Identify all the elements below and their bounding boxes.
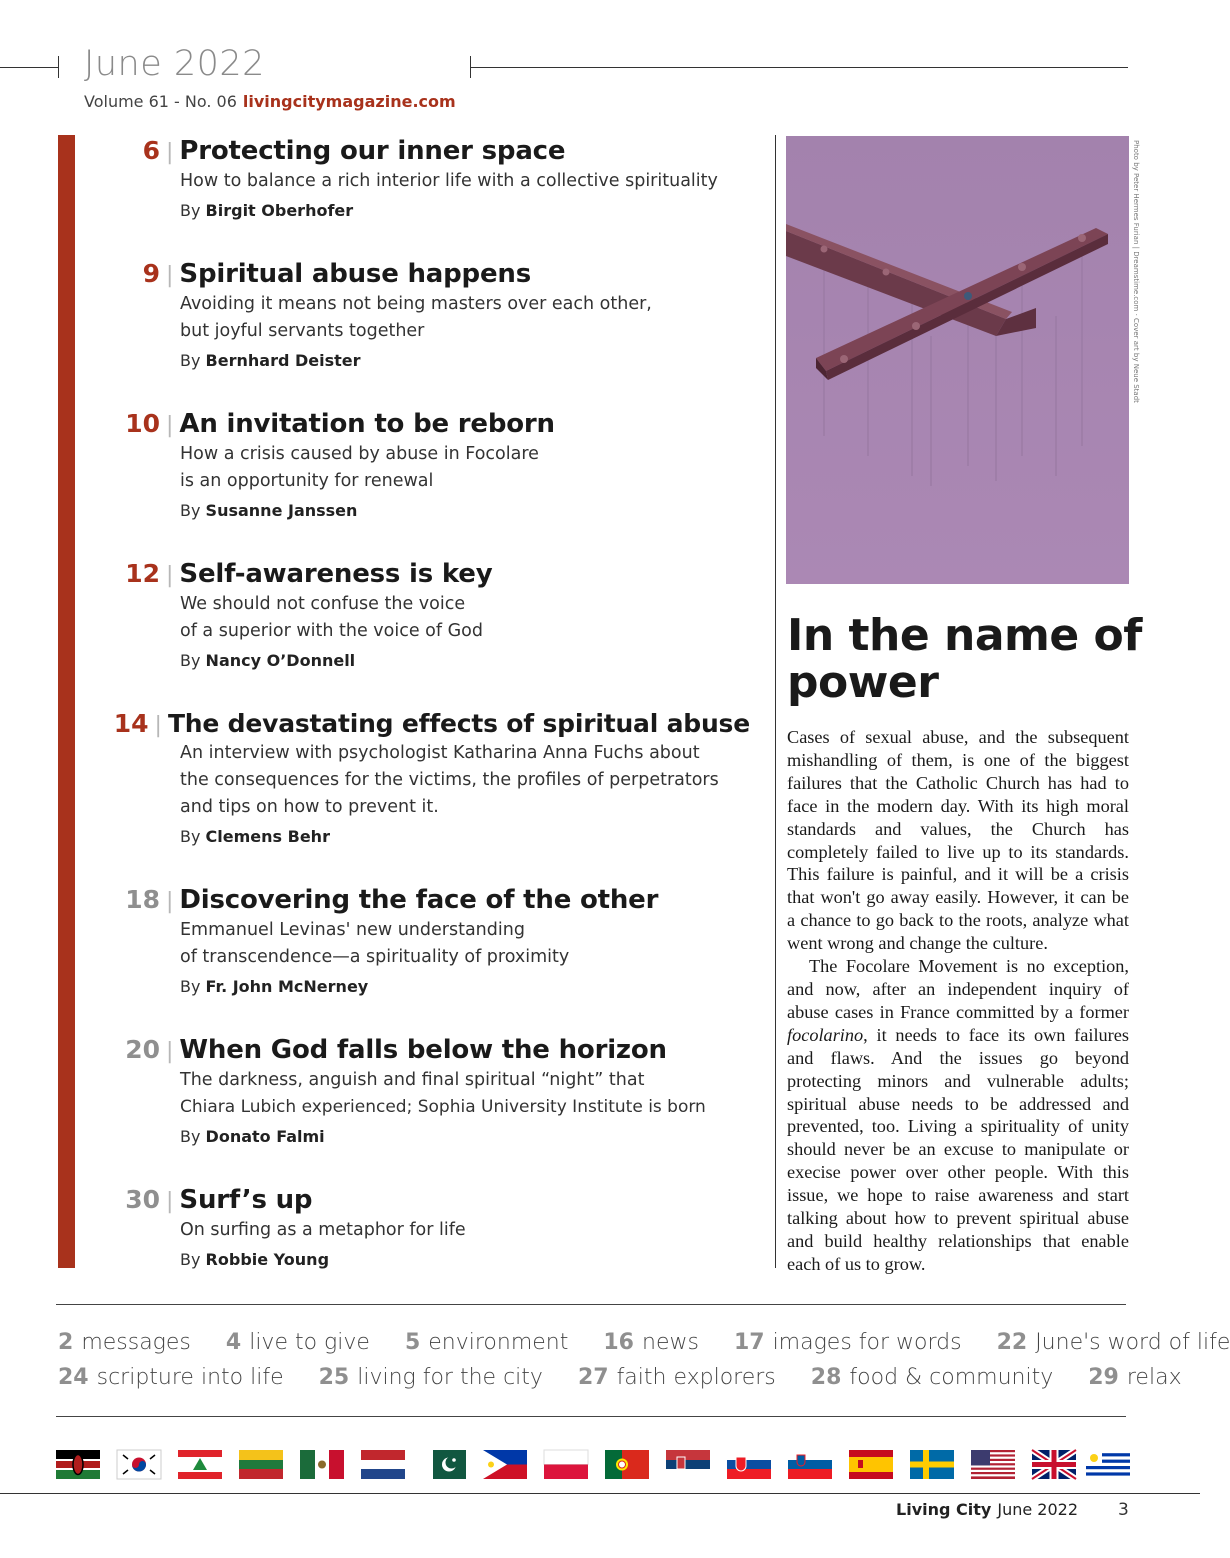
department-link[interactable] — [319, 1365, 543, 1390]
toc-byline — [180, 827, 750, 846]
page-number: 3 — [1118, 1500, 1129, 1520]
department-label: messages — [81, 1330, 191, 1355]
toc-separator: | — [166, 563, 174, 588]
toc-separator: | — [166, 263, 174, 288]
departments-row — [58, 1330, 1230, 1355]
toc-subtitle-line: the consequences for the victims, the profiles of perpetrators — [180, 770, 719, 790]
netherlands-flag — [361, 1450, 405, 1479]
departments-row — [58, 1365, 1210, 1390]
department-page: 29 — [1088, 1365, 1119, 1390]
lithuania-flag — [239, 1450, 283, 1479]
toc-subtitle-line: The darkness, anguish and final spiritual “night” that — [180, 1070, 645, 1090]
toc-subtitle-line: but joyful servants together — [180, 321, 425, 341]
department-link[interactable] — [58, 1330, 191, 1355]
toc-title: Spiritual abuse happens — [179, 259, 531, 289]
by-label: By — [180, 827, 201, 846]
editorial-text: The Focolare Movement is no exception, and now, after an independent inquiry of abuse cases in France committed by a former — [787, 956, 1129, 1022]
lebanon-flag — [178, 1450, 222, 1479]
toc-byline — [180, 651, 750, 670]
toc-entry[interactable] — [110, 559, 750, 670]
department-label: relax — [1126, 1365, 1182, 1390]
toc-subtitle-line: Avoiding it means not being masters over each other, — [180, 294, 652, 314]
by-label: By — [180, 977, 201, 996]
volume-number: Volume 61 - No. 06 — [84, 92, 237, 111]
toc-separator: | — [166, 1039, 174, 1064]
toc-subtitle-line: of a superior with the voice of God — [180, 621, 483, 641]
footer — [896, 1500, 1078, 1519]
department-link[interactable] — [578, 1365, 776, 1390]
toc-separator: | — [154, 713, 162, 738]
toc-page-number: 10 — [125, 409, 160, 438]
by-label: By — [180, 1127, 201, 1146]
department-page: 2 — [58, 1330, 74, 1355]
toc-entry[interactable] — [110, 885, 750, 996]
toc-subtitle — [180, 168, 750, 195]
editorial-text: , it needs to face its own failures and flaws. And the issues go beyond protecting minors and vulnerable adults; spiritual abuse needs to be addressed and prevented, too. Living a spirituality of unity should never be an excuse to manipulate or execise power over other people. With this issue, we hope to raise awareness and start talking about how to prevent spiritual abuse and build healthy relationships that enable each of us to grow. — [787, 1024, 1129, 1274]
toc-title: An invitation to be reborn — [179, 409, 555, 439]
toc-byline — [180, 351, 750, 370]
toc-subtitle-line: On surfing as a metaphor for life — [180, 1220, 466, 1240]
toc-page-number: 9 — [142, 259, 160, 288]
department-page: 4 — [225, 1330, 242, 1355]
department-page: 5 — [404, 1330, 421, 1355]
toc-byline — [180, 501, 750, 520]
by-label: By — [180, 1250, 201, 1269]
philippines-flag — [483, 1450, 527, 1479]
header-rule-left — [0, 67, 58, 68]
footer-rule — [0, 1493, 1200, 1494]
department-label: faith explorers — [616, 1365, 776, 1390]
toc-byline — [180, 1250, 750, 1269]
toc-separator: | — [166, 413, 174, 438]
department-label: June's word of life — [1035, 1330, 1230, 1355]
toc-byline — [180, 201, 750, 220]
uk-flag — [1032, 1450, 1076, 1479]
department-link[interactable] — [734, 1330, 962, 1355]
department-page: 28 — [810, 1365, 842, 1390]
toc-subtitle-line: We should not confuse the voice — [180, 594, 466, 614]
toc-author: Fr. John McNerney — [205, 977, 369, 996]
toc-page-number: 14 — [113, 709, 149, 738]
toc-subtitle-line: is an opportunity for renewal — [180, 471, 434, 491]
toc-title: Surf’s up — [179, 1185, 313, 1215]
toc-subtitle — [180, 1217, 750, 1244]
header-rule-right — [470, 67, 1128, 68]
footer-date: June 2022 — [997, 1500, 1078, 1519]
toc-title: The devastating effects of spiritual abuse — [167, 709, 750, 738]
toc-title: Self-awareness is key — [179, 559, 493, 589]
department-link[interactable] — [603, 1330, 699, 1355]
poland-flag — [544, 1450, 588, 1479]
photo-credit-text: Photo by Peter Hermes Furian | Dreamstime.com · Cover art by Neue Stadt — [1132, 140, 1140, 403]
toc-page-number: 18 — [125, 885, 160, 914]
department-link[interactable] — [405, 1330, 568, 1355]
toc-title: Protecting our inner space — [179, 136, 566, 166]
department-label: living for the city — [357, 1365, 543, 1390]
footer-magazine-name: Living City — [896, 1500, 992, 1519]
department-label: scripture into life — [96, 1365, 284, 1390]
by-label: By — [180, 501, 201, 520]
cover-image — [786, 136, 1129, 584]
usa-flag — [971, 1450, 1015, 1479]
toc-byline — [180, 1127, 750, 1146]
departments-top-rule — [56, 1304, 1126, 1305]
slovenia-flag — [788, 1450, 832, 1479]
toc-title: Discovering the face of the other — [179, 885, 659, 915]
toc-entry[interactable] — [110, 136, 750, 220]
toc-page-number: 6 — [142, 136, 160, 165]
pakistan-flag — [422, 1450, 466, 1479]
toc-author: Birgit Oberhofer — [205, 201, 354, 220]
department-page: 16 — [603, 1330, 634, 1355]
toc-author: Robbie Young — [205, 1250, 330, 1269]
photo-credit — [1128, 140, 1142, 410]
toc-subtitle-line: Chiara Lubich experienced; Sophia University Institute is born — [180, 1097, 706, 1117]
toc-author: Susanne Janssen — [205, 501, 358, 520]
department-link[interactable] — [997, 1330, 1230, 1355]
header-tick-left — [58, 56, 59, 78]
department-link[interactable] — [58, 1365, 284, 1390]
toc-subtitle — [180, 291, 750, 345]
toc-author: Donato Falmi — [205, 1127, 325, 1146]
toc-subtitle — [180, 591, 750, 645]
toc-subtitle-line: How to balance a rich interior life with a collective spirituality — [180, 171, 718, 191]
editorial-paragraph: Cases of sexual abuse, and the subsequent mishandling of them, is one of the biggest failures that the Catholic Church has had to face in the modern day. With its high moral standards and values, the Church has completely failed to live up to its standards. This failure is painful, and it will be a crisis that won't go away easily. However, it can be a chance to go back to the roots, analyze what went wrong and change the culture. — [787, 727, 1129, 954]
editorial-paragraph — [787, 955, 1129, 1276]
toc-byline — [180, 977, 750, 996]
departments-bottom-rule — [56, 1416, 1126, 1417]
toc-entry[interactable] — [110, 259, 750, 370]
toc-subtitle — [180, 441, 750, 495]
department-label: news — [642, 1330, 699, 1355]
department-label: food & community — [849, 1365, 1054, 1390]
kenya-flag — [56, 1450, 100, 1479]
toc-author: Clemens Behr — [205, 827, 330, 846]
toc-entry[interactable] — [110, 1185, 750, 1269]
toc-entry[interactable] — [110, 409, 750, 520]
portugal-flag — [605, 1450, 649, 1479]
toc-subtitle-line: of transcendence—a spirituality of proximity — [180, 947, 570, 967]
toc-subtitle-line: and tips on how to prevent it. — [180, 797, 439, 817]
toc-author: Nancy O’Donnell — [205, 651, 356, 670]
website-link[interactable]: livingcitymagazine.com — [242, 92, 456, 111]
mexico-flag — [300, 1450, 344, 1479]
issue-date: June 2022 — [84, 44, 265, 84]
department-page: 25 — [318, 1365, 350, 1390]
department-label: live to give — [249, 1330, 370, 1355]
toc-separator: | — [166, 140, 174, 165]
department-link[interactable] — [226, 1330, 370, 1355]
toc-page-number: 20 — [125, 1035, 160, 1064]
department-page: 24 — [58, 1365, 89, 1390]
toc-subtitle-line: How a crisis caused by abuse in Focolare — [180, 444, 539, 464]
toc-subtitle — [180, 917, 750, 971]
editorial-body — [787, 726, 1129, 1276]
department-label: images for words — [772, 1330, 962, 1355]
toc-separator: | — [166, 1189, 174, 1214]
toc-title: When God falls below the horizon — [179, 1035, 667, 1065]
toc-entry[interactable] — [110, 709, 750, 846]
cover-art-cross — [786, 136, 1129, 584]
by-label: By — [180, 651, 201, 670]
editorial-italic: focolarino — [787, 1024, 864, 1045]
department-page: 17 — [733, 1330, 765, 1355]
department-link[interactable] — [1088, 1365, 1181, 1390]
department-label: environment — [428, 1330, 569, 1355]
uruguay-flag — [1086, 1450, 1130, 1479]
editorial-title: In the name of power — [787, 610, 1142, 708]
sweden-flag — [910, 1450, 954, 1479]
department-page: 27 — [577, 1365, 609, 1390]
slovakia-flag — [727, 1450, 771, 1479]
toc-subtitle-line: Emmanuel Levinas' new understanding — [180, 920, 525, 940]
toc-subtitle — [180, 1067, 750, 1121]
toc-separator: | — [166, 889, 174, 914]
accent-bar — [58, 135, 75, 1268]
toc-author: Bernhard Deister — [205, 351, 361, 370]
by-label: By — [180, 351, 201, 370]
toc-page-number: 12 — [125, 559, 160, 588]
toc-subtitle-line: An interview with psychologist Katharina Anna Fuchs about — [180, 743, 700, 763]
department-link[interactable] — [811, 1365, 1053, 1390]
volume-line — [84, 92, 456, 111]
south-korea-flag — [117, 1450, 161, 1479]
toc-subtitle — [180, 740, 750, 821]
by-label: By — [180, 201, 201, 220]
toc-page-number: 30 — [125, 1185, 160, 1214]
serbia-flag — [666, 1450, 710, 1479]
column-divider — [775, 135, 776, 1268]
spain-flag — [849, 1450, 893, 1479]
toc-entry[interactable] — [110, 1035, 750, 1146]
department-page: 22 — [996, 1330, 1028, 1355]
